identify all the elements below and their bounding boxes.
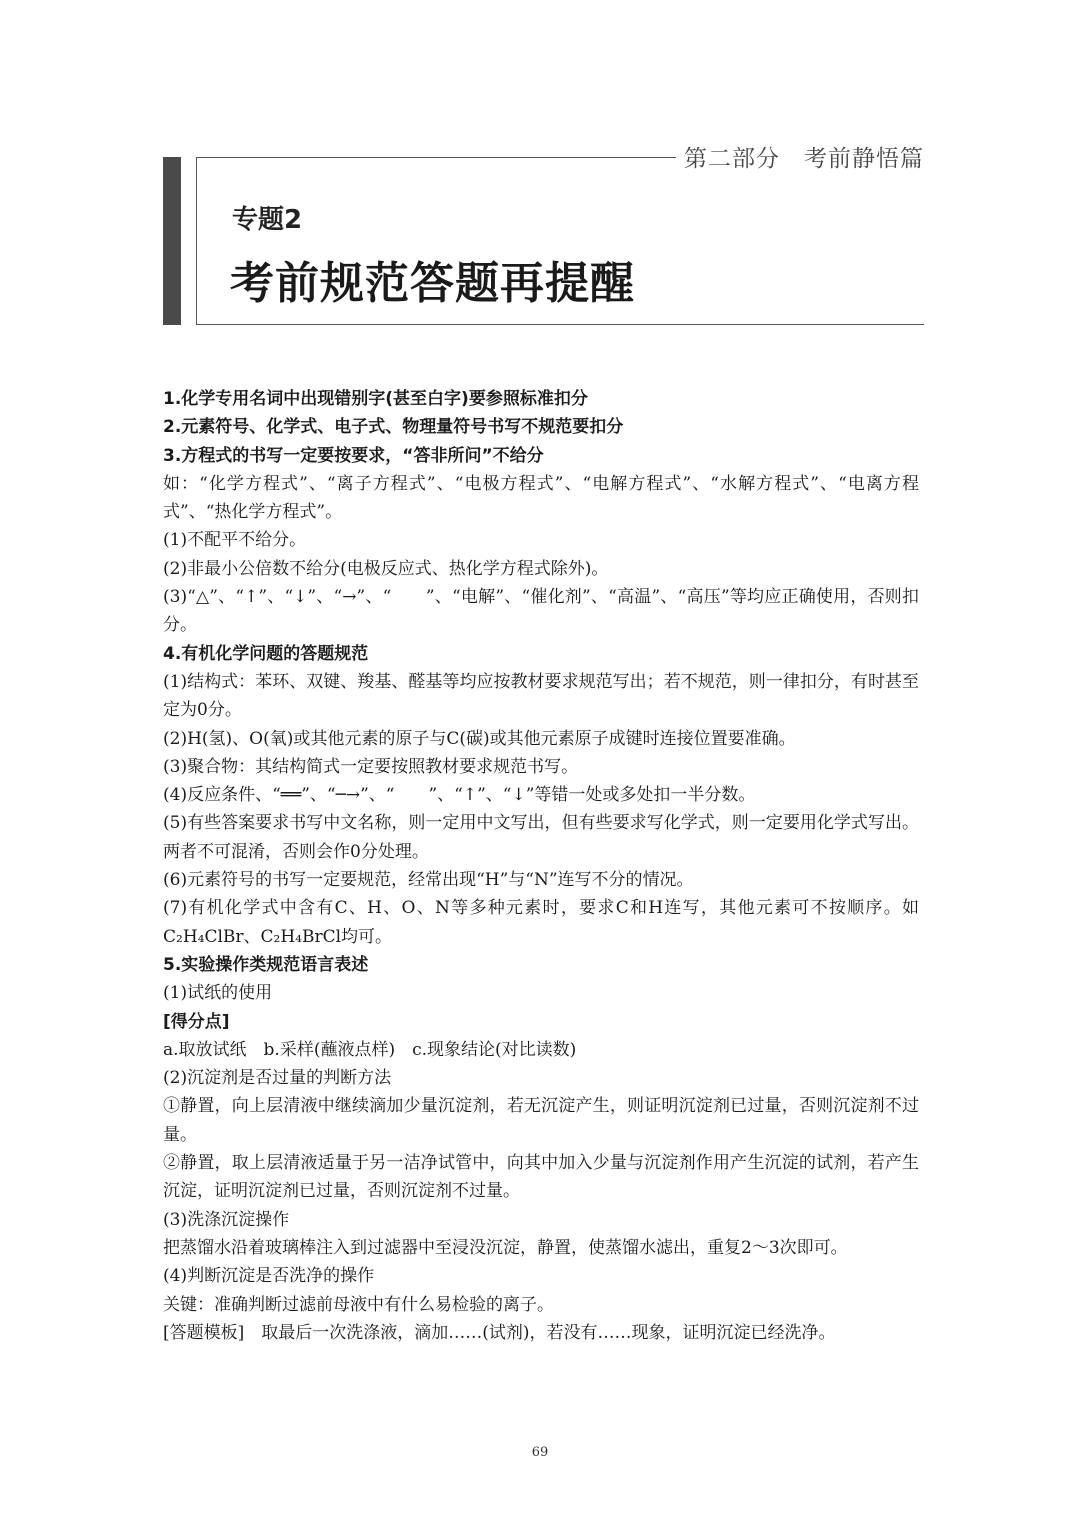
paragraph: [答题模板] 取最后一次洗涤液，滴加……(试剂)，若没有……现象，证明沉淀已经洗净。 [163,1322,836,1343]
paragraph: (2)H(氢)、O(氧)或其他元素的原子与C(碳)或其他元素原子成键时连接位置要准确。 [163,728,796,749]
paragraph: (5)有些答案要求书写中文名称，则一定用中文写出，但有些要求写化学式，则一定要用化学式写出。两者不可混淆，否则会作0分处理。 [163,813,919,862]
heading-3: 3.方程式的书写一定要按要求，“答非所问”不给分 [163,445,544,466]
paragraph: (1)试纸的使用 [163,983,273,1004]
section-label: 第二部分 考前静悟篇 [684,146,924,172]
paragraph: (4)反应条件、“══”、“─→”、“ ”、“↑”、“↓”等错一处或多处扣一半分数。 [163,785,756,806]
paragraph: 把蒸馏水沿着玻璃棒注入到过滤器中至浸没沉淀，静置，使蒸馏水滤出，重复2～3次即可。 [163,1237,848,1258]
paragraph: (1)结构式：苯环、双键、羧基、醛基等均应按教材要求规范写出；若不规范，则一律扣分，有时甚至定为0分。 [163,671,919,721]
paragraph: (1)不配平不给分。 [163,530,307,551]
page-number: 69 [531,1445,549,1460]
paragraph: (2)非最小公倍数不给分(电极反应式、热化学方程式除外)。 [163,558,609,579]
paragraph: (3)“△”、“↑”、“↓”、“→”、“ ”、“电解”、“催化剂”、“高温”、“高压”等均应正确使用，否则扣分。 [163,587,919,636]
paragraph: (4)判断沉淀是否洗净的操作 [163,1266,375,1287]
heading-5: 5.实验操作类规范语言表述 [163,954,369,975]
paragraph: (2)沉淀剂是否过量的判断方法 [163,1068,392,1089]
paragraph: (3)聚合物：其结构简式一定要按照教材要求规范书写。 [163,756,579,777]
heading-2: 2.元素符号、化学式、电子式、物理量符号书写不规范要扣分 [163,417,624,438]
heading-1: 1.化学专用名词中出现错别字(甚至白字)要参照标准扣分 [163,389,588,409]
page-title: 考前规范答题再提醒 [230,258,635,309]
paragraph: a.取放试纸 b.采样(蘸液点样) c.现象结论(对比读数) [163,1039,577,1060]
header-left-rule [196,157,197,325]
paragraph: 如：“化学方程式”、“离子方程式”、“电极方程式”、“电解方程式”、“水解方程式”、“电离方程式”、“热化学方程式”。 [163,473,919,523]
paragraph: (7)有机化学式中含有C、H、O、N等多种元素时，要求C和H连写，其他元素可不按顺序。如C₂H₄ClBr、C₂H₄BrCl均可。 [163,898,919,947]
header-accent-bar [163,157,181,325]
body-content [163,385,919,1347]
paragraph: 关键：准确判断过滤前母液中有什么易检验的离子。 [163,1294,554,1315]
paragraph: ②静置，取上层清液适量于另一洁净试管中，向其中加入少量与沉淀剂作用产生沉淀的试剂，若产生沉淀，证明沉淀剂已过量，否则沉淀剂不过量。 [163,1153,919,1202]
score-points-heading: [得分点] [163,1011,230,1032]
header-bottom-rule [196,324,924,325]
header-top-rule [196,157,676,158]
topic-label: 专题2 [232,205,303,235]
paragraph: (3)洗涤沉淀操作 [163,1209,290,1230]
heading-4: 4.有机化学问题的答题规范 [163,643,369,664]
paragraph: ①静置，向上层清液中继续滴加少量沉淀剂，若无沉淀产生，则证明沉淀剂已过量，否则沉淀剂不过量。 [163,1096,919,1145]
paragraph: (6)元素符号的书写一定要规范，经常出现“H”与“N”连写不分的情况。 [163,870,694,891]
